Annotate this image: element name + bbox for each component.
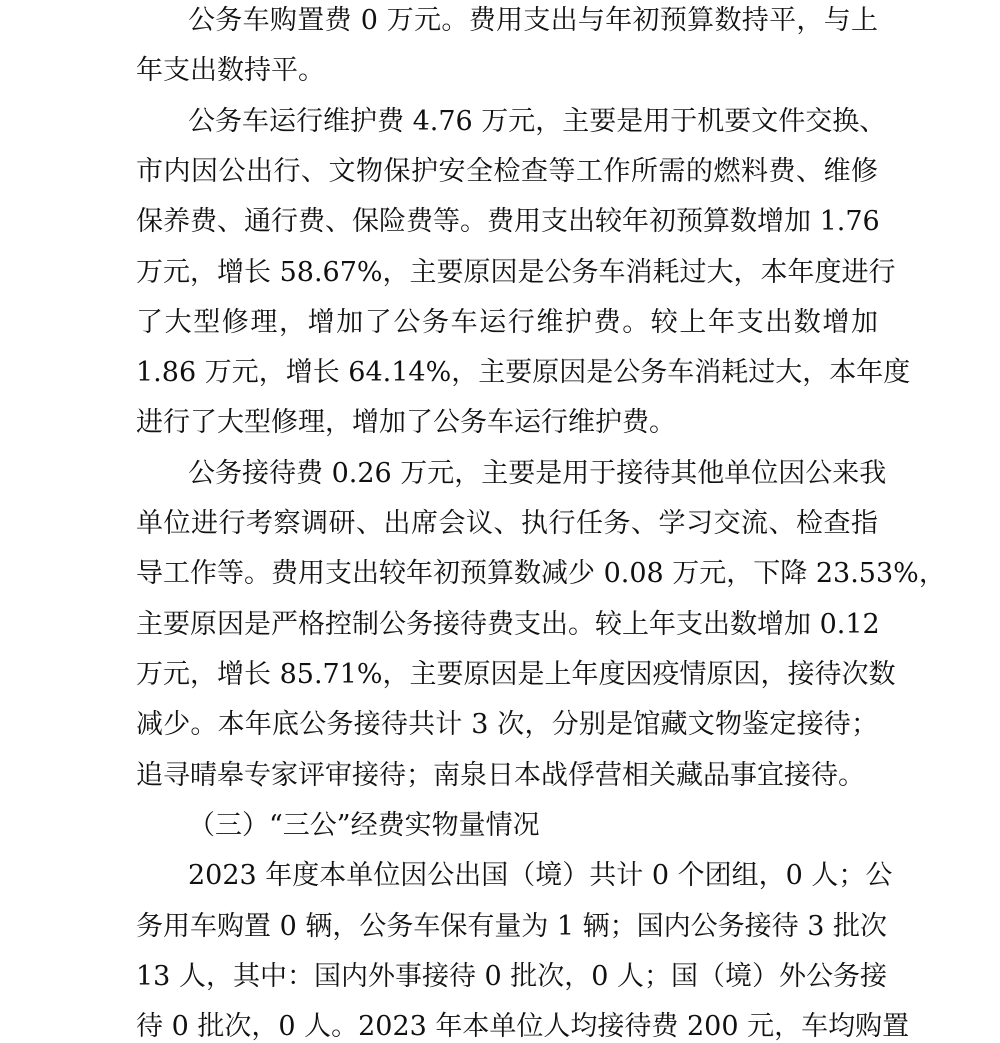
text-line: 公务车运行维护费 4.76 万元，主要是用于机要文件交换、 [188,106,887,137]
text-line: 保养费、通行费、保险费等。费用支出较年初预算数增加 1.76 [136,206,880,237]
text-line: 市内因公出行、文物保护安全检查等工作所需的燃料费、维修 [136,156,878,187]
text-line: 待 0 批次，0 人。2023 年本单位人均接待费 200 元，车均购置 [136,1011,910,1042]
text-line: 13 人，其中：国内外事接待 0 批次，0 人；国（境）外公务接 [136,961,888,992]
text-line: 万元，增长 58.67%，主要原因是公务车消耗过大，本年度进行 [136,257,896,288]
section-heading: （三）“三公”经费实物量情况 [188,810,540,841]
text-line: 务用车购置 0 辆，公务车保有量为 1 辆；国内公务接待 3 批次 [136,911,888,942]
text-line: 主要原因是严格控制公务接待费支出。较上年支出数增加 0.12 [136,609,880,640]
text-line: 导工作等。费用支出较年初预算数减少 0.08 万元，下降 23.53%， [136,558,946,589]
text-line: 公务接待费 0.26 万元，主要是用于接待其他单位因公来我 [188,458,887,489]
text-line: 年支出数持平。 [136,55,325,86]
text-line: 公务车购置费 0 万元。费用支出与年初预算数持平，与上 [188,5,878,36]
text-line: 单位进行考察调研、出席会议、执行任务、学习交流、检查指 [136,508,878,539]
text-line: 2023 年度本单位因公出国（境）共计 0 个团组，0 人；公 [188,860,893,891]
text-line: 进行了大型修理，增加了公务车运行维护费。 [136,407,676,438]
text-line: 万元，增长 85.71%，主要原因是上年度因疫情原因，接待次数 [136,659,896,690]
text-line: 了大型修理，增加了公务车运行维护费。较上年支出数增加 [136,307,878,338]
text-line: 追寻晴皋专家评审接待；南泉日本战俘营相关藏品事宜接待。 [136,760,865,791]
text-line: 1.86 万元，增长 64.14%，主要原因是公务车消耗过大，本年度 [136,357,911,388]
text-line: 减少。本年底公务接待共计 3 次，分别是馆藏文物鉴定接待； [136,709,878,740]
